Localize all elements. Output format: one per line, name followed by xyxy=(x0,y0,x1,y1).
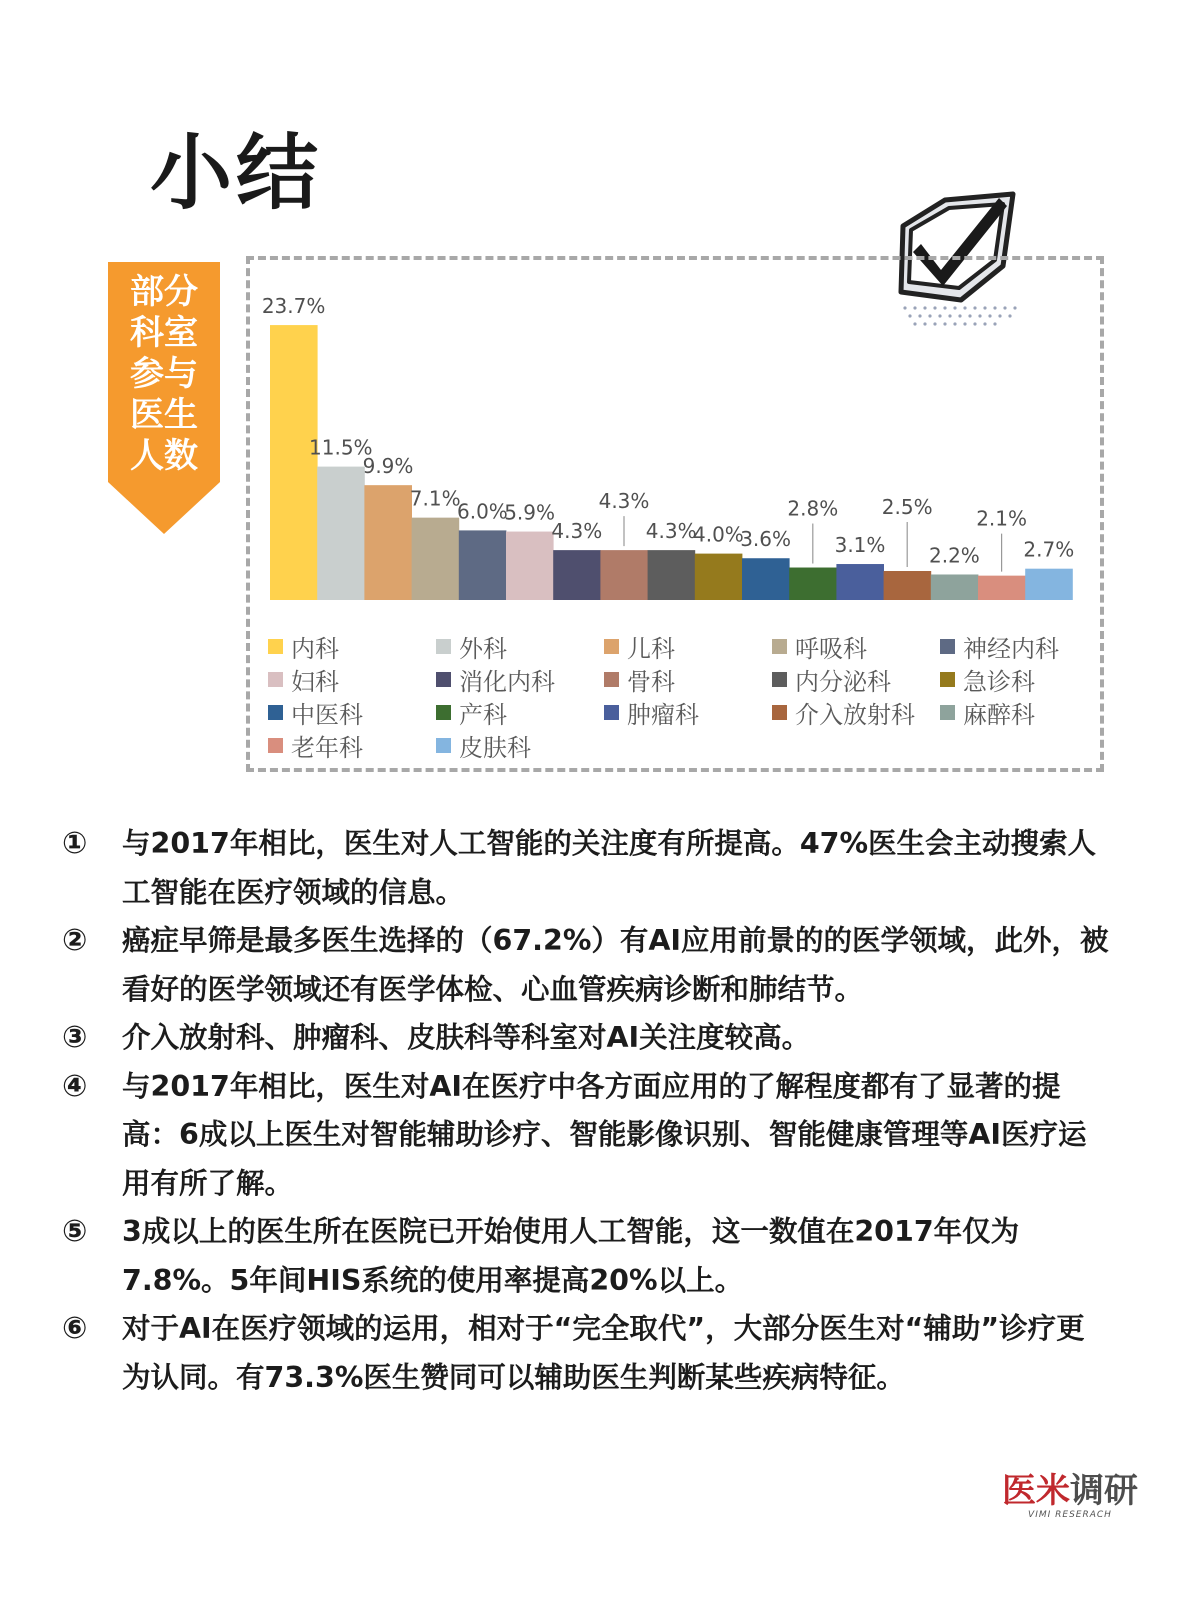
data-label: 4.3% xyxy=(551,519,603,544)
legend-item xyxy=(940,698,1108,729)
summary-list xyxy=(62,820,1112,1402)
legend-swatch xyxy=(940,639,955,654)
bar-消化内科 xyxy=(553,550,601,600)
page-title: 小结 xyxy=(150,126,323,221)
bar-介入放射科 xyxy=(884,571,932,600)
legend-swatch xyxy=(772,672,787,687)
legend-label: 老年科 xyxy=(291,733,363,762)
summary-item-number: ④ xyxy=(62,1068,88,1104)
legend-label: 呼吸科 xyxy=(795,634,867,663)
legend-swatch xyxy=(772,639,787,654)
legend-item xyxy=(268,632,436,663)
legend-swatch xyxy=(436,639,451,654)
legend-item xyxy=(940,665,1108,696)
bar-外科 xyxy=(317,467,365,600)
legend-swatch xyxy=(268,705,283,720)
legend-label: 外科 xyxy=(459,634,507,663)
data-label: 2.2% xyxy=(928,543,980,568)
data-label: 5.9% xyxy=(504,500,556,525)
summary-item-number: ① xyxy=(62,826,88,861)
chart-legend xyxy=(268,632,1108,762)
data-label: 3.1% xyxy=(834,533,886,558)
data-label: 9.9% xyxy=(362,454,414,479)
bar-神经内科 xyxy=(459,530,507,600)
summary-item xyxy=(62,1208,1112,1305)
legend-label: 内分泌科 xyxy=(795,667,891,696)
legend-label: 肿瘤科 xyxy=(627,700,699,729)
bar-妇科 xyxy=(506,532,554,600)
legend-label: 内科 xyxy=(291,634,339,663)
logo-text-part1: 医米 xyxy=(1002,1471,1070,1511)
legend-item xyxy=(772,698,940,729)
summary-item-text: 与2017年相比，医生对AI在医疗中各方面应用的了解程度都有了显著的提高：6成以上医生对智能辅助诊疗、智能影像识别、智能健康管理等AI医疗运用有所了解。 xyxy=(122,1069,1087,1200)
legend-item xyxy=(436,698,604,729)
legend-swatch xyxy=(604,672,619,687)
bar-产科 xyxy=(789,568,837,600)
legend-swatch xyxy=(436,738,451,753)
data-label: 2.7% xyxy=(1023,537,1075,562)
summary-item-number: ② xyxy=(62,923,88,958)
summary-item-text: 对于AI在医疗领域的运用，相对于“完全取代”，大部分医生对“辅助”诊疗更为认同。有73.3%医生赞同可以辅助医生判断某些疾病特征。 xyxy=(122,1312,1085,1394)
summary-item-text: 3成以上的医生所在医院已开始使用人工智能，这一数值在2017年仅为7.8%。5年间HIS系统的使用率提高20%以上。 xyxy=(122,1215,1020,1297)
legend-swatch xyxy=(436,705,451,720)
data-label: 4.3% xyxy=(645,519,697,544)
bar-麻醉科 xyxy=(931,574,979,600)
legend-swatch xyxy=(268,672,283,687)
bar-老年科 xyxy=(978,576,1026,600)
legend-swatch xyxy=(268,639,283,654)
legend-label: 儿科 xyxy=(627,634,675,663)
bar-急诊科 xyxy=(695,554,743,600)
bar-内科 xyxy=(270,325,318,600)
data-label: 23.7% xyxy=(261,294,326,319)
legend-label: 皮肤科 xyxy=(459,733,531,762)
data-label: 2.8% xyxy=(787,496,839,521)
legend-label: 急诊科 xyxy=(963,667,1035,696)
banner-text: 部分 科室 参与 医生 人数 xyxy=(130,272,198,476)
summary-item-text: 癌症早筛是最多医生选择的（67.2%）有AI应用前景的的医学领域，此外，被看好的医学领域还有医学体检、心血管疾病诊断和肺结节。 xyxy=(122,924,1109,1006)
summary-item-number: ⑥ xyxy=(62,1311,88,1346)
legend-swatch xyxy=(604,639,619,654)
bar-皮肤科 xyxy=(1025,569,1073,600)
legend-item xyxy=(604,632,772,663)
legend-item xyxy=(268,731,436,762)
data-label: 7.1% xyxy=(409,486,461,511)
summary-item xyxy=(62,1305,1112,1402)
legend-label: 消化内科 xyxy=(459,667,555,696)
logo-text-part2: 调研 xyxy=(1070,1471,1138,1511)
legend-item xyxy=(268,665,436,696)
bar-内分泌科 xyxy=(648,550,696,600)
legend-item xyxy=(268,698,436,729)
data-label: 2.5% xyxy=(881,495,933,519)
data-label: 4.0% xyxy=(692,522,744,547)
legend-label: 麻醉科 xyxy=(963,700,1035,729)
summary-item-number: ③ xyxy=(62,1020,88,1055)
summary-item-text: 与2017年相比，医生对人工智能的关注度有所提高。47%医生会主动搜索人工智能在医疗领域的信息。 xyxy=(122,827,1097,909)
legend-swatch xyxy=(436,672,451,687)
legend-label: 中医科 xyxy=(291,700,363,729)
legend-item xyxy=(772,632,940,663)
bar-骨科 xyxy=(600,550,648,600)
data-label: 4.3% xyxy=(598,489,650,514)
summary-item xyxy=(62,917,1112,1014)
legend-swatch xyxy=(604,705,619,720)
logo-subtitle: VIMI RESERACH xyxy=(1028,1510,1112,1520)
summary-item xyxy=(62,1063,1112,1209)
legend-item xyxy=(436,632,604,663)
data-label: 2.1% xyxy=(976,506,1028,531)
summary-item-text: 介入放射科、肿瘤科、皮肤科等科室对AI关注度较高。 xyxy=(122,1021,811,1054)
bar-呼吸科 xyxy=(412,518,460,600)
legend-item xyxy=(604,698,772,729)
summary-item xyxy=(62,1014,1112,1063)
bar-肿瘤科 xyxy=(836,564,884,600)
data-label: 6.0% xyxy=(456,499,508,524)
summary-item-number: ⑤ xyxy=(62,1214,88,1249)
legend-item xyxy=(940,632,1108,663)
bar-儿科 xyxy=(364,485,412,600)
data-label: 11.5% xyxy=(309,435,373,460)
legend-item xyxy=(604,665,772,696)
legend-swatch xyxy=(940,672,955,687)
summary-item xyxy=(62,820,1112,917)
legend-swatch xyxy=(940,705,955,720)
legend-item xyxy=(436,665,604,696)
legend-label: 骨科 xyxy=(627,667,675,696)
brand-logo xyxy=(990,1472,1150,1520)
bar-中医科 xyxy=(742,558,790,600)
legend-swatch xyxy=(772,705,787,720)
legend-item xyxy=(772,665,940,696)
data-label: 3.6% xyxy=(740,527,792,552)
legend-label: 产科 xyxy=(459,700,507,729)
legend-label: 妇科 xyxy=(291,667,339,696)
legend-label: 神经内科 xyxy=(963,634,1059,663)
legend-label: 介入放射科 xyxy=(795,700,915,729)
legend-swatch xyxy=(268,738,283,753)
legend-item xyxy=(436,731,604,762)
